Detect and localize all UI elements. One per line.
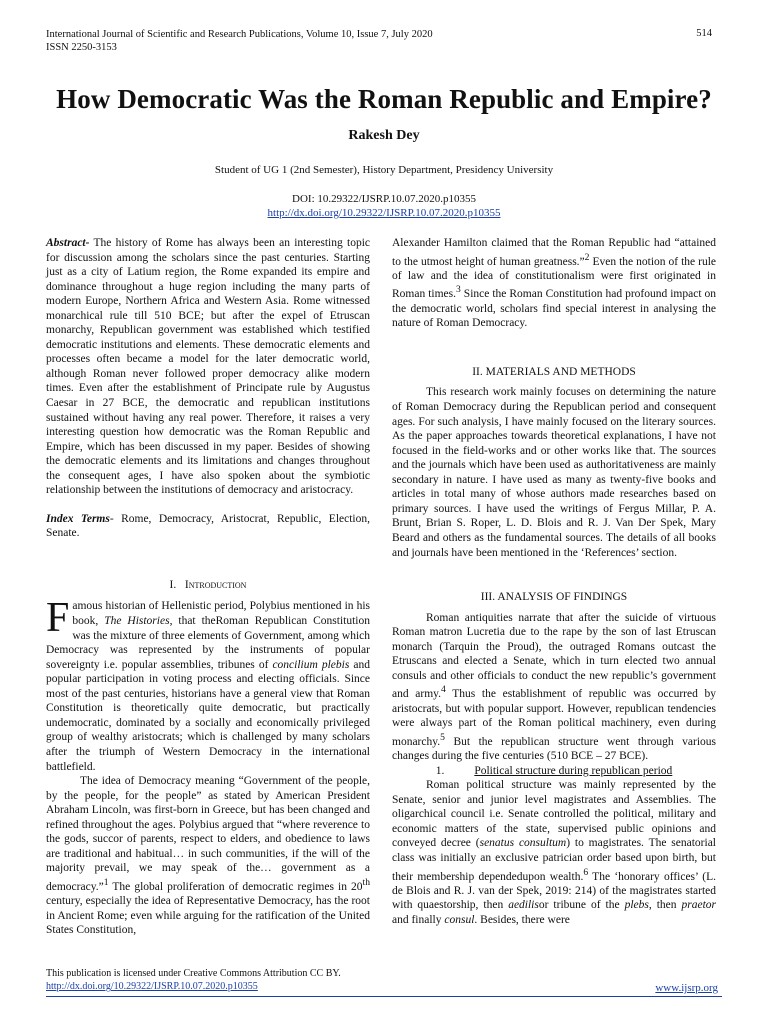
introduction-paragraph-2 <box>46 774 370 938</box>
latin-term: plebs <box>624 899 649 912</box>
introduction-heading <box>46 578 370 593</box>
body-text: and finally <box>392 914 445 927</box>
journal-name: International Journal of Scientific and Research Publications, Volume 10, Issue 7, July 2020 <box>46 29 433 40</box>
latin-term: aedilis <box>508 899 539 912</box>
introduction-title: Introduction <box>184 578 247 591</box>
intro-text: , that theRoman Republican Constitution was the mixture of three elements of Government, among which Democracy was represented by the instruments of popular sovereignty i.e. popular assemblies, tribunes of <box>46 615 370 671</box>
drop-cap: F <box>46 595 70 642</box>
abstract-label: Abstract- <box>46 237 90 249</box>
index-terms-text: - Rome, Democracy, Aristocrat, Republic, Election, Senate. <box>46 512 370 540</box>
footnote-ref[interactable]: 5 <box>440 731 445 743</box>
intro-text: The global proliferation of democratic regimes in 20 <box>108 880 363 893</box>
book-title: The Histories <box>104 615 170 628</box>
journal-website-link[interactable]: www.ijsrp.org <box>655 982 718 994</box>
index-terms <box>46 512 370 541</box>
intro-text: The idea of Democracy meaning “Government of the people, by the people, for the people” as stated by American President Abraham Lincoln, was first-born in Greece, but has been changed and refined throughout the ages. Polybius argued that “where reverence to the gods, succor of parents, respect to elders, and obedience to laws are traditional and habitual… in such communities, if the will of the majority prevail, we may speak of the… government as a democracy.” <box>46 775 370 893</box>
latin-term: senatus consultum <box>479 837 567 850</box>
analysis-paragraph-2 <box>392 778 716 927</box>
latin-term: concilium plebis <box>272 658 350 671</box>
body-text: Thus the establishment of republic was occurred by aristocrats, but with popular support. However, republican tendencies were always part of the Roman political machinery, even during monarchy. <box>392 688 716 748</box>
introduction-paragraph-1 <box>46 595 370 774</box>
left-column <box>46 236 370 938</box>
right-column <box>392 236 716 928</box>
footer-doi-link[interactable]: http://dx.doi.org/10.29322/IJSRP.10.07.2020.p10355 <box>46 981 258 992</box>
methods-heading: II. MATERIALS AND METHODS <box>472 365 636 378</box>
body-text: Even the notion of the rule of law and the idea of constitutionalism were first originated in Roman times. <box>392 255 717 301</box>
latin-term: consul <box>444 914 475 927</box>
footnote-ref[interactable]: 4 <box>441 684 446 696</box>
footnote-ref[interactable]: 6 <box>583 866 589 878</box>
body-text: Roman antiquities narrate that after the suicide of virtuous Roman matron Lucretia due to the rape by the son of last Etruscan monarch (Tarquin the Proud), the outraged Romans outcast the Etruscans and elected a Senate, which in turn elected two annual consuls and other officials to conduct the new republic’s government and army. <box>392 611 716 701</box>
index-terms-label: Index Terms <box>46 512 110 525</box>
intro-text: and popular participation in voting process and electing officials. Since most of the past centuries, historians have a general view that Roman Constitution is theoretically quite democratic, but practically undemocratic, dominated by a socially and economically privileged group of wealthy aristocrats; which is challenged by many scholars after the triumph of Western Democracy in the international battlefield. <box>46 658 370 773</box>
body-text: ) to magistrates. The senatorial class was initially an exclusive patrician order based upon birth, but their membership dependedupon wealth. <box>392 837 716 883</box>
footnote-ref[interactable]: 3 <box>456 284 461 296</box>
license-text: This publication is licensed under Creative Commons Attribution CC BY. <box>46 968 341 979</box>
methods-paragraph: This research work mainly focuses on determining the nature of Roman Democracy during the Republican period and consequent ages. For such analysis, I have mainly focused on the literary sources. As the paper approaches towards theoretical explanations, I have not focused in the field-works and or other works like that. The sources and the journals which have been used as authoritativeness are mainly secondary in nature. I have used as many as twenty-five books and articles in total many of whose authors made researches based on primary sources. I have used the writings of Fergus Millar, P. A. Brunt, Brian S. Roper, L. D. Blois and R. J. Van Der Spek, Mary Beard and others as the fundamental sources. The details of all books and journals have been mentioned in the ‘References’ section. <box>392 386 716 559</box>
body-text: Alexander Hamilton claimed that the Roman Republic had “attained to the utmost height of human greatness.” <box>392 237 716 268</box>
body-text: or tribune of the <box>538 899 625 912</box>
body-text: But the republican structure went through various changes during the five centuries (510 BCE – 27 BCE). <box>392 735 716 763</box>
body-text: The ‘honorary offices’ (L. de Blois and R. J. van der Spek, 2019: 214) of the magistrates started with quaestorship, then <box>392 870 716 912</box>
introduction-number: I. <box>169 578 177 591</box>
footer-rule <box>46 996 722 997</box>
page-number: 514 <box>696 28 712 39</box>
intro-text: amous historian of Hellenistic period, Polybius mentioned in his book, <box>72 600 370 628</box>
page-footer <box>46 967 341 993</box>
doi-block <box>0 192 768 220</box>
footnote-ref[interactable]: 1 <box>103 876 109 888</box>
analysis-heading: III. ANALYSIS OF FINDINGS <box>480 591 628 604</box>
body-text: . Besides, there were <box>474 914 570 927</box>
abstract-text: The history of Rome has always been an interesting topic for discussion among the scholars since the past centuries. Starting just as a city of Latium region, the Rome expanded its empire and dominance throughout a huge region including the many parts of modern Europe, Northern Africa and Western Asia. Rome witnessed monarchical rule till 510 BCE; but after the expel of Etruscan monarchy, Republican government was established which testified democratic institutions and elements. These democratic elements and processes often became a model for the later democratic world, although Roman never followed proper democracy alike modern times. Even after the establishment of Principate rule by Augustus Caesar in 27 BCE, the democratic and republican institutions sustained without having any real power. Therefore, it raises a very interesting question how democratic was the Roman Republic and Empire, which has been discussed in my paper. Besides of showing the democratic elements and its limitations and changes throughout the consequent ages, I have also spoken about the symbiotic relationship between the institutions of democracy and aristocracy. <box>46 237 370 497</box>
ordinal-suffix: th <box>362 876 370 888</box>
latin-term: praetor <box>681 899 716 912</box>
introduction-continued <box>392 236 716 331</box>
body-text: Roman political structure was mainly represented by the Senate, senior and junior level magistrates and Assemblies. The oligarchical council i.e. Senate controlled the political, military and economic matters of the state, supervised public opinions and conveyed decree ( <box>392 779 716 850</box>
intro-text: century, especially the idea of Representative Democracy, has the root in Ancient Rome; even while arguing for the ratification of the United States Constitution, <box>46 895 370 937</box>
doi-text: DOI: 10.29322/IJSRP.10.07.2020.p10355 <box>292 193 476 205</box>
author-name: Rakesh Dey <box>348 128 420 143</box>
body-text: Since the Roman Constitution had profound impact on the democratic world, scholars find special interest in analysing the nature of Roman Democracy. <box>392 288 717 330</box>
analysis-paragraph-1 <box>392 611 716 764</box>
footnote-ref[interactable]: 2 <box>584 251 590 263</box>
body-text: , then <box>648 899 682 912</box>
doi-link[interactable]: http://dx.doi.org/10.29322/IJSRP.10.07.2020.p10355 <box>267 207 501 219</box>
abstract <box>46 236 370 498</box>
issn: ISSN 2250-3153 <box>46 42 117 53</box>
running-header <box>46 28 433 54</box>
subsection-title: Political structure during republican period <box>474 764 673 777</box>
paper-title: How Democratic Was the Roman Republic and Empire? <box>56 84 712 114</box>
subsection-number: 1. <box>435 764 445 777</box>
affiliation: Student of UG 1 (2nd Semester), History Department, Presidency University <box>214 164 554 176</box>
subsection-heading <box>392 764 716 779</box>
